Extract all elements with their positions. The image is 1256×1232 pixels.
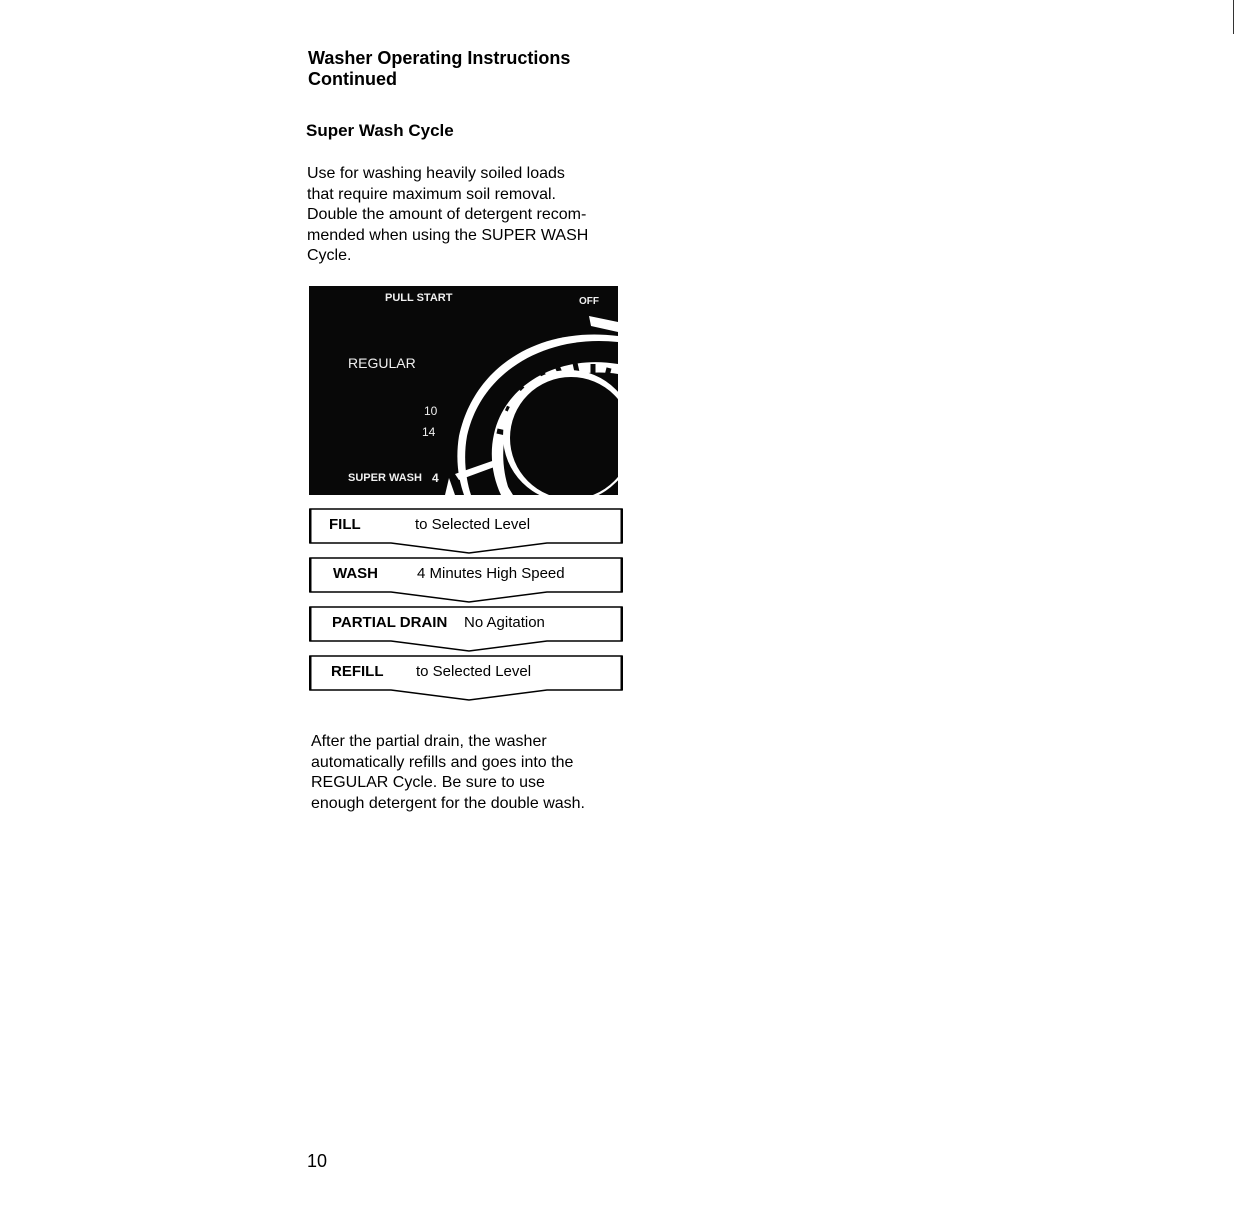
dial-pull-start-label: PULL START xyxy=(385,292,453,304)
step-description: to Selected Level xyxy=(415,516,531,533)
heading-line-1: Washer Operating Instructions xyxy=(308,48,571,68)
cycle-step-refill xyxy=(309,655,623,713)
step-description: 4 Minutes High Speed xyxy=(417,565,565,582)
step-description: No Agitation xyxy=(464,614,545,631)
cycle-dial-illustration xyxy=(309,286,618,495)
heading-line-2: Continued xyxy=(308,69,397,89)
page-heading xyxy=(308,48,570,90)
dial-off-label: OFF xyxy=(579,296,599,307)
step-label: PARTIAL DRAIN xyxy=(332,614,448,631)
after-line: automatically refills and goes into the xyxy=(311,753,574,771)
dial-regular-label: REGULAR xyxy=(348,355,416,371)
page-edge-mark xyxy=(1233,0,1234,34)
intro-line: that require maximum soil removal. xyxy=(307,185,556,203)
intro-line: Use for washing heavily soiled loads xyxy=(307,165,565,182)
intro-line: mended when using the SUPER WASH xyxy=(307,226,589,244)
after-line: enough detergent for the double wash. xyxy=(311,794,585,812)
intro-line: Cycle. xyxy=(307,247,352,264)
dial-mark-14: 14 xyxy=(422,425,436,439)
page-number: 10 xyxy=(307,1151,328,1171)
step-label: FILL xyxy=(329,516,361,533)
dial-knob-graphic xyxy=(309,286,618,495)
step-description: to Selected Level xyxy=(416,663,532,680)
after-line: REGULAR Cycle. Be sure to use xyxy=(311,774,545,791)
intro-paragraph xyxy=(307,164,637,267)
after-paragraph xyxy=(311,732,631,814)
dial-mark-4: 4 xyxy=(432,471,439,485)
step-label: WASH xyxy=(333,565,378,582)
intro-line: Double the amount of detergent recom- xyxy=(307,206,587,223)
dial-super-wash-label: SUPER WASH xyxy=(348,472,422,484)
after-line: After the partial drain, the washer xyxy=(311,733,547,750)
dial-mark-10: 10 xyxy=(424,404,438,418)
section-title: Super Wash Cycle xyxy=(306,121,454,140)
step-label: REFILL xyxy=(331,663,384,680)
